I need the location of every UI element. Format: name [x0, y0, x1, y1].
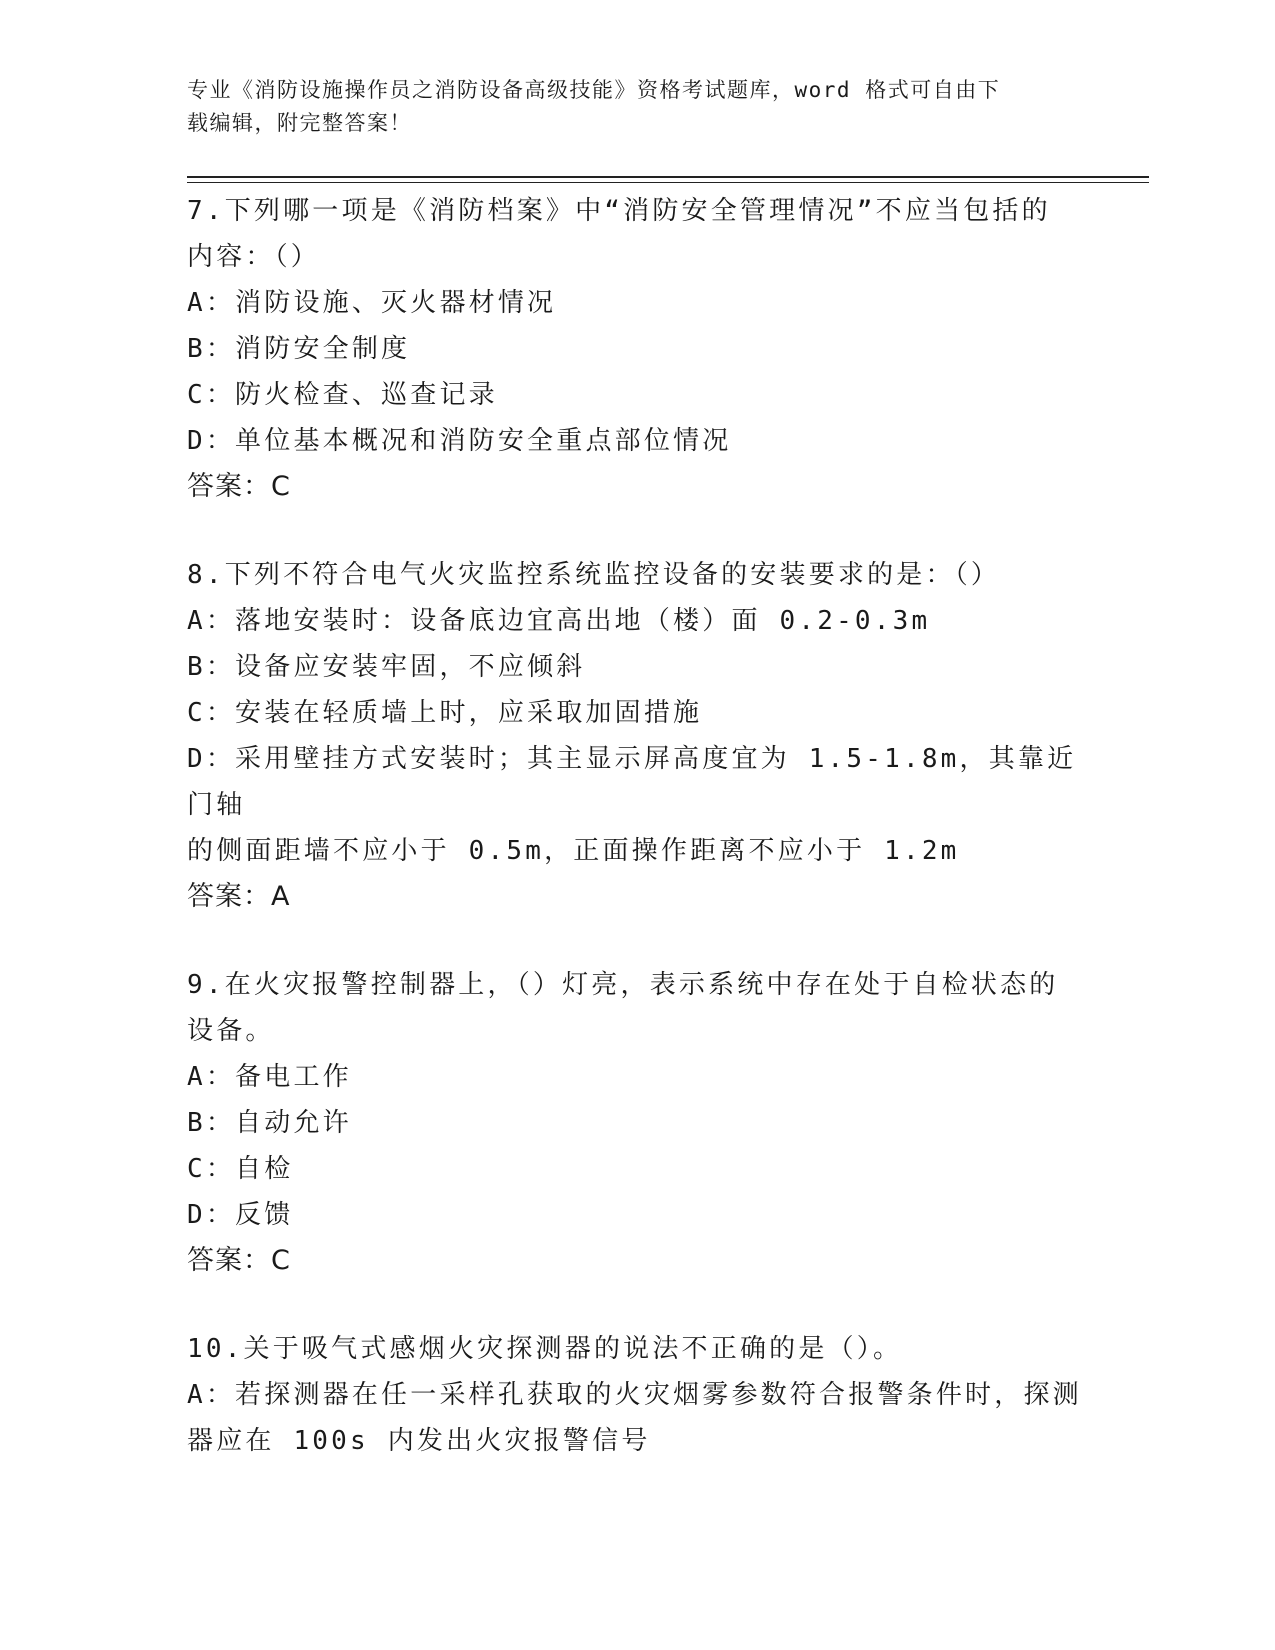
- question-9: [187, 962, 1087, 1284]
- option-c: C：安装在轻质墙上时，应采取加固措施: [187, 698, 703, 728]
- option-c: C：自检: [187, 1154, 294, 1184]
- option-a: A：若探测器在任一采样孔获取的火灾烟雾参数符合报警条件时，探测: [187, 1380, 1082, 1410]
- header-divider-thin: [187, 182, 1149, 183]
- document-header: [187, 74, 1067, 140]
- header-line-1: 专业《消防设施操作员之消防设备高级技能》资格考试题库，word 格式可自由下: [187, 78, 1001, 102]
- option-b: B：设备应安装牢固，不应倾斜: [187, 652, 586, 682]
- option-a: A：落地安装时：设备底边宜高出地（楼）面 0.2-0.3m: [187, 606, 931, 636]
- option-b: B：自动允许: [187, 1108, 352, 1138]
- answer-line: 答案：C: [187, 1245, 291, 1276]
- option-a: A：消防设施、灭火器材情况: [187, 288, 557, 318]
- question-text: 9.在火灾报警控制器上，（）灯亮，表示系统中存在处于自检状态的: [187, 970, 1059, 1000]
- option-d: D：单位基本概况和消防安全重点部位情况: [187, 426, 732, 456]
- question-8: [187, 552, 1087, 920]
- option-d: D：反馈: [187, 1200, 294, 1230]
- option-d-continued: 的侧面距墙不应小于 0.5m，正面操作距离不应小于 1.2m: [187, 836, 960, 866]
- answer-line: 答案：C: [187, 471, 291, 502]
- option-d: D：采用壁挂方式安装时；其主显示屏高度宜为 1.5-1.8m，其靠近门轴: [187, 744, 1077, 820]
- header-divider-thick: [187, 176, 1149, 178]
- option-a-continued: 器应在 100s 内发出火灾报警信号: [187, 1426, 651, 1456]
- question-text: 7.下列哪一项是《消防档案》中“消防安全管理情况”不应当包括的: [187, 196, 1051, 226]
- header-line-2: 载编辑，附完整答案！: [187, 111, 412, 135]
- option-b: B：消防安全制度: [187, 334, 411, 364]
- option-a: A：备电工作: [187, 1062, 352, 1092]
- question-spacer: [187, 510, 1087, 552]
- answer-line: 答案：A: [187, 881, 291, 912]
- question-text-continued: 设备。: [187, 1016, 275, 1046]
- question-text: 10.关于吸气式感烟火灾探测器的说法不正确的是（）。: [187, 1334, 903, 1364]
- question-list: [187, 188, 1087, 1464]
- question-text: 8.下列不符合电气火灾监控系统监控设备的安装要求的是：（）: [187, 560, 1001, 590]
- question-text-continued: 内容：（）: [187, 242, 321, 272]
- question-spacer: [187, 1284, 1087, 1326]
- option-c: C：防火检查、巡查记录: [187, 380, 498, 410]
- question-7: [187, 188, 1087, 510]
- question-spacer: [187, 920, 1087, 962]
- question-10: [187, 1326, 1087, 1464]
